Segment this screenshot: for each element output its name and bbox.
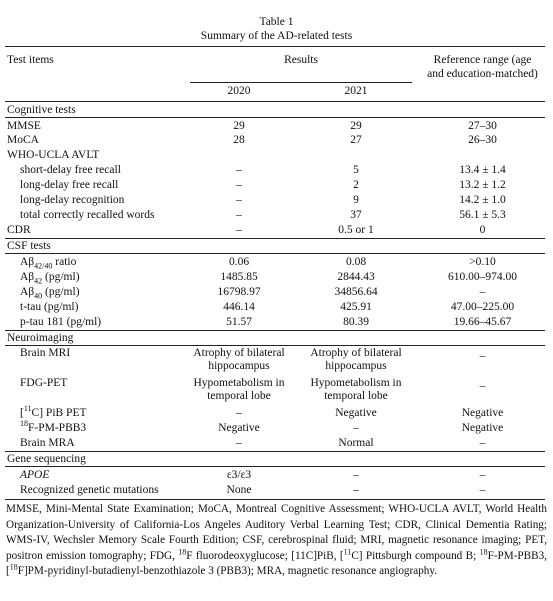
row-cdr-2020: – bbox=[236, 224, 242, 236]
row-pbb3-2021: – bbox=[353, 422, 359, 434]
row-fdg-2021-l1: Hypometabolism in bbox=[310, 377, 402, 389]
row-mmse-2020: 29 bbox=[233, 120, 245, 132]
row-ldr-2020: – bbox=[236, 194, 242, 206]
row-tcrw-2020: – bbox=[236, 209, 242, 221]
row-ttau-ref: 47.00–225.00 bbox=[450, 301, 515, 313]
row-ttau-2021: 425.91 bbox=[340, 301, 372, 313]
row-ldfr-2021: 2 bbox=[353, 179, 359, 191]
row-mmse-ref: 27–30 bbox=[468, 120, 497, 132]
rule-gene-top bbox=[5, 451, 545, 452]
row-sdfr-ref: 13.4 ± 1.4 bbox=[459, 164, 506, 176]
row-pbb3-ref: Negative bbox=[461, 422, 504, 434]
row-rgm-2021: – bbox=[353, 484, 359, 496]
rule-neuro-top bbox=[5, 330, 545, 331]
row-ptau-2020: 51.57 bbox=[226, 316, 252, 328]
row-ab40-2020: 16798.97 bbox=[217, 286, 261, 298]
row-tcrw-2021: 37 bbox=[350, 209, 362, 221]
row-pib-ref: Negative bbox=[461, 407, 504, 419]
row-ab42-2021: 2844.43 bbox=[337, 271, 375, 283]
row-pbb3-2020: Negative bbox=[218, 422, 260, 434]
table-footnote: MMSE, Mini-Mental State Examination; MoCA, Montreal Cognitive Assessment; WHO-UCLA AVLT, World Health Organization-University of California-Los Angeles Auditory Verbal Learning Test; CDR, Clinical Dementia Rating; WMS-IV, Wechsler Memory Scale Fourth Edition; CSF, cerebrospinal fluid; MRI, magnetic resonance imaging; PET, positron emission tomography; FDG, $^{18}$F fluorodeoxyglucose; [11C]PiB, [$^{11}$C] Pittsburgh compound B; $^{18}$F-PM-PBB3, [$^{18}$F]PM-pyridinyl-butadienyl-benzothiazole 3 (PBB3); MRA, magnetic resonance angiography. bbox=[6, 503, 547, 577]
row-ptau-ref: 19.66–45.67 bbox=[453, 316, 512, 328]
bottom-rule bbox=[5, 499, 545, 500]
section-cognitive: Cognitive tests bbox=[7, 104, 76, 116]
row-ldr-2021: 9 bbox=[353, 194, 359, 206]
row-ab42-label: $A\beta_{42}$ (pg/ml) bbox=[20, 271, 80, 286]
header-rule bbox=[5, 101, 545, 102]
row-pib-2020: – bbox=[236, 407, 242, 419]
section-neuroimaging: Neuroimaging bbox=[7, 332, 74, 344]
row-ttau-label: t-tau (pg/ml) bbox=[20, 301, 79, 313]
row-sdfr-2020: – bbox=[236, 164, 242, 176]
row-fdg-label: FDG-PET bbox=[20, 377, 68, 389]
results-subrule bbox=[190, 82, 412, 83]
row-fdg-2020-l1: Hypometabolism in bbox=[193, 377, 285, 389]
row-mra-label: Brain MRA bbox=[20, 437, 75, 449]
row-mra-2020: – bbox=[236, 437, 242, 449]
row-ab40-label: $A\beta_{40}$ (pg/ml) bbox=[20, 286, 80, 301]
row-ldfr-ref: 13.2 ± 1.2 bbox=[459, 179, 506, 191]
row-moca-2021: 27 bbox=[350, 134, 362, 146]
row-ratio-2020: 0.06 bbox=[228, 256, 250, 268]
table-number: Table 1 bbox=[259, 16, 294, 28]
section-gene: Gene sequencing bbox=[7, 453, 86, 465]
row-mra-ref: – bbox=[479, 437, 486, 449]
header-2020: 2020 bbox=[227, 85, 251, 97]
row-tcrw-label: total correctly recalled words bbox=[20, 209, 155, 221]
row-ttau-2020: 446.14 bbox=[223, 301, 255, 313]
row-mmse-label: MMSE bbox=[7, 120, 41, 132]
row-fdg-2020-l2: temporal lobe bbox=[207, 390, 271, 402]
row-ldr-label: long-delay recognition bbox=[20, 194, 125, 206]
row-rgm-ref: – bbox=[479, 484, 486, 496]
section-csf: CSF tests bbox=[7, 240, 51, 252]
row-sdfr-label: short-delay free recall bbox=[20, 164, 121, 176]
row-ptau-label: p-tau 181 (pg/ml) bbox=[20, 316, 102, 328]
header-results: Results bbox=[284, 54, 318, 66]
row-apoe-ref: – bbox=[479, 469, 486, 481]
row-mmse-2021: 29 bbox=[350, 120, 362, 132]
row-moca-label: MoCA bbox=[7, 134, 39, 146]
row-ldfr-label: long-delay free recall bbox=[20, 179, 119, 191]
row-cdr-2021: 0.5 or 1 bbox=[338, 224, 374, 236]
row-mri-label: Brain MRI bbox=[20, 347, 71, 359]
header-ref-line1: Reference range (age bbox=[433, 54, 532, 66]
row-fdg-2021-l2: temporal lobe bbox=[324, 390, 388, 402]
row-apoe-2020: ε3/ε3 bbox=[226, 469, 252, 481]
row-apoe-2021: – bbox=[353, 469, 359, 481]
rule-neuro bbox=[5, 345, 545, 346]
row-rgm-label: Recognized genetic mutations bbox=[20, 484, 159, 496]
row-cdr-ref: 0 bbox=[479, 224, 486, 236]
row-mri-2020-l2: hippocampus bbox=[208, 360, 270, 372]
row-pib-label: [$^{11}$C] PiB PET bbox=[20, 404, 87, 419]
top-rule bbox=[5, 46, 545, 47]
row-ldr-ref: 14.2 ± 1.0 bbox=[459, 194, 506, 206]
header-test-items: Test items bbox=[7, 54, 54, 66]
row-ratio-2021: 0.08 bbox=[345, 256, 367, 268]
row-ab42-ref: 610.00–974.00 bbox=[448, 271, 517, 283]
row-ptau-2021: 80.39 bbox=[343, 316, 369, 328]
rule-cognitive bbox=[5, 117, 545, 118]
row-ldfr-2020: – bbox=[236, 179, 242, 191]
row-ratio-ref: >0.10 bbox=[469, 256, 496, 268]
row-ab40-ref: – bbox=[479, 286, 486, 298]
row-ratio-label: $A\beta_{42/40}$ ratio bbox=[20, 256, 77, 271]
rule-csf bbox=[5, 253, 545, 254]
row-mra-2021: Normal bbox=[338, 437, 374, 449]
row-cdr-label: CDR bbox=[7, 224, 31, 236]
rule-csf-top bbox=[5, 238, 545, 239]
row-avlt-label: WHO-UCLA AVLT bbox=[7, 149, 100, 161]
row-pib-2021: Negative bbox=[335, 407, 377, 419]
row-moca-2020: 28 bbox=[233, 134, 245, 146]
header-ref-line2: and education-matched) bbox=[427, 68, 538, 80]
row-ab40-2021: 34856.64 bbox=[334, 286, 378, 298]
row-mri-2021-l2: hippocampus bbox=[325, 360, 387, 372]
row-apoe-label: APOE bbox=[20, 469, 50, 481]
row-ab42-2020: 1485.85 bbox=[220, 271, 258, 283]
row-mri-ref: – bbox=[479, 350, 486, 362]
table-title: Summary of the AD-related tests bbox=[200, 30, 353, 42]
row-mri-2021-l1: Atrophy of bilateral bbox=[310, 347, 402, 359]
header-2021: 2021 bbox=[344, 85, 368, 97]
row-rgm-2020: None bbox=[226, 484, 252, 496]
row-sdfr-2021: 5 bbox=[353, 164, 359, 176]
row-pbb3-label: $^{18}$F-PM-PBB3 bbox=[20, 419, 87, 434]
row-tcrw-ref: 56.1 ± 5.3 bbox=[459, 209, 506, 221]
row-mri-2020-l1: Atrophy of bilateral bbox=[193, 347, 285, 359]
rule-gene bbox=[5, 466, 545, 467]
row-moca-ref: 26–30 bbox=[468, 134, 497, 146]
row-fdg-ref: – bbox=[479, 380, 486, 392]
